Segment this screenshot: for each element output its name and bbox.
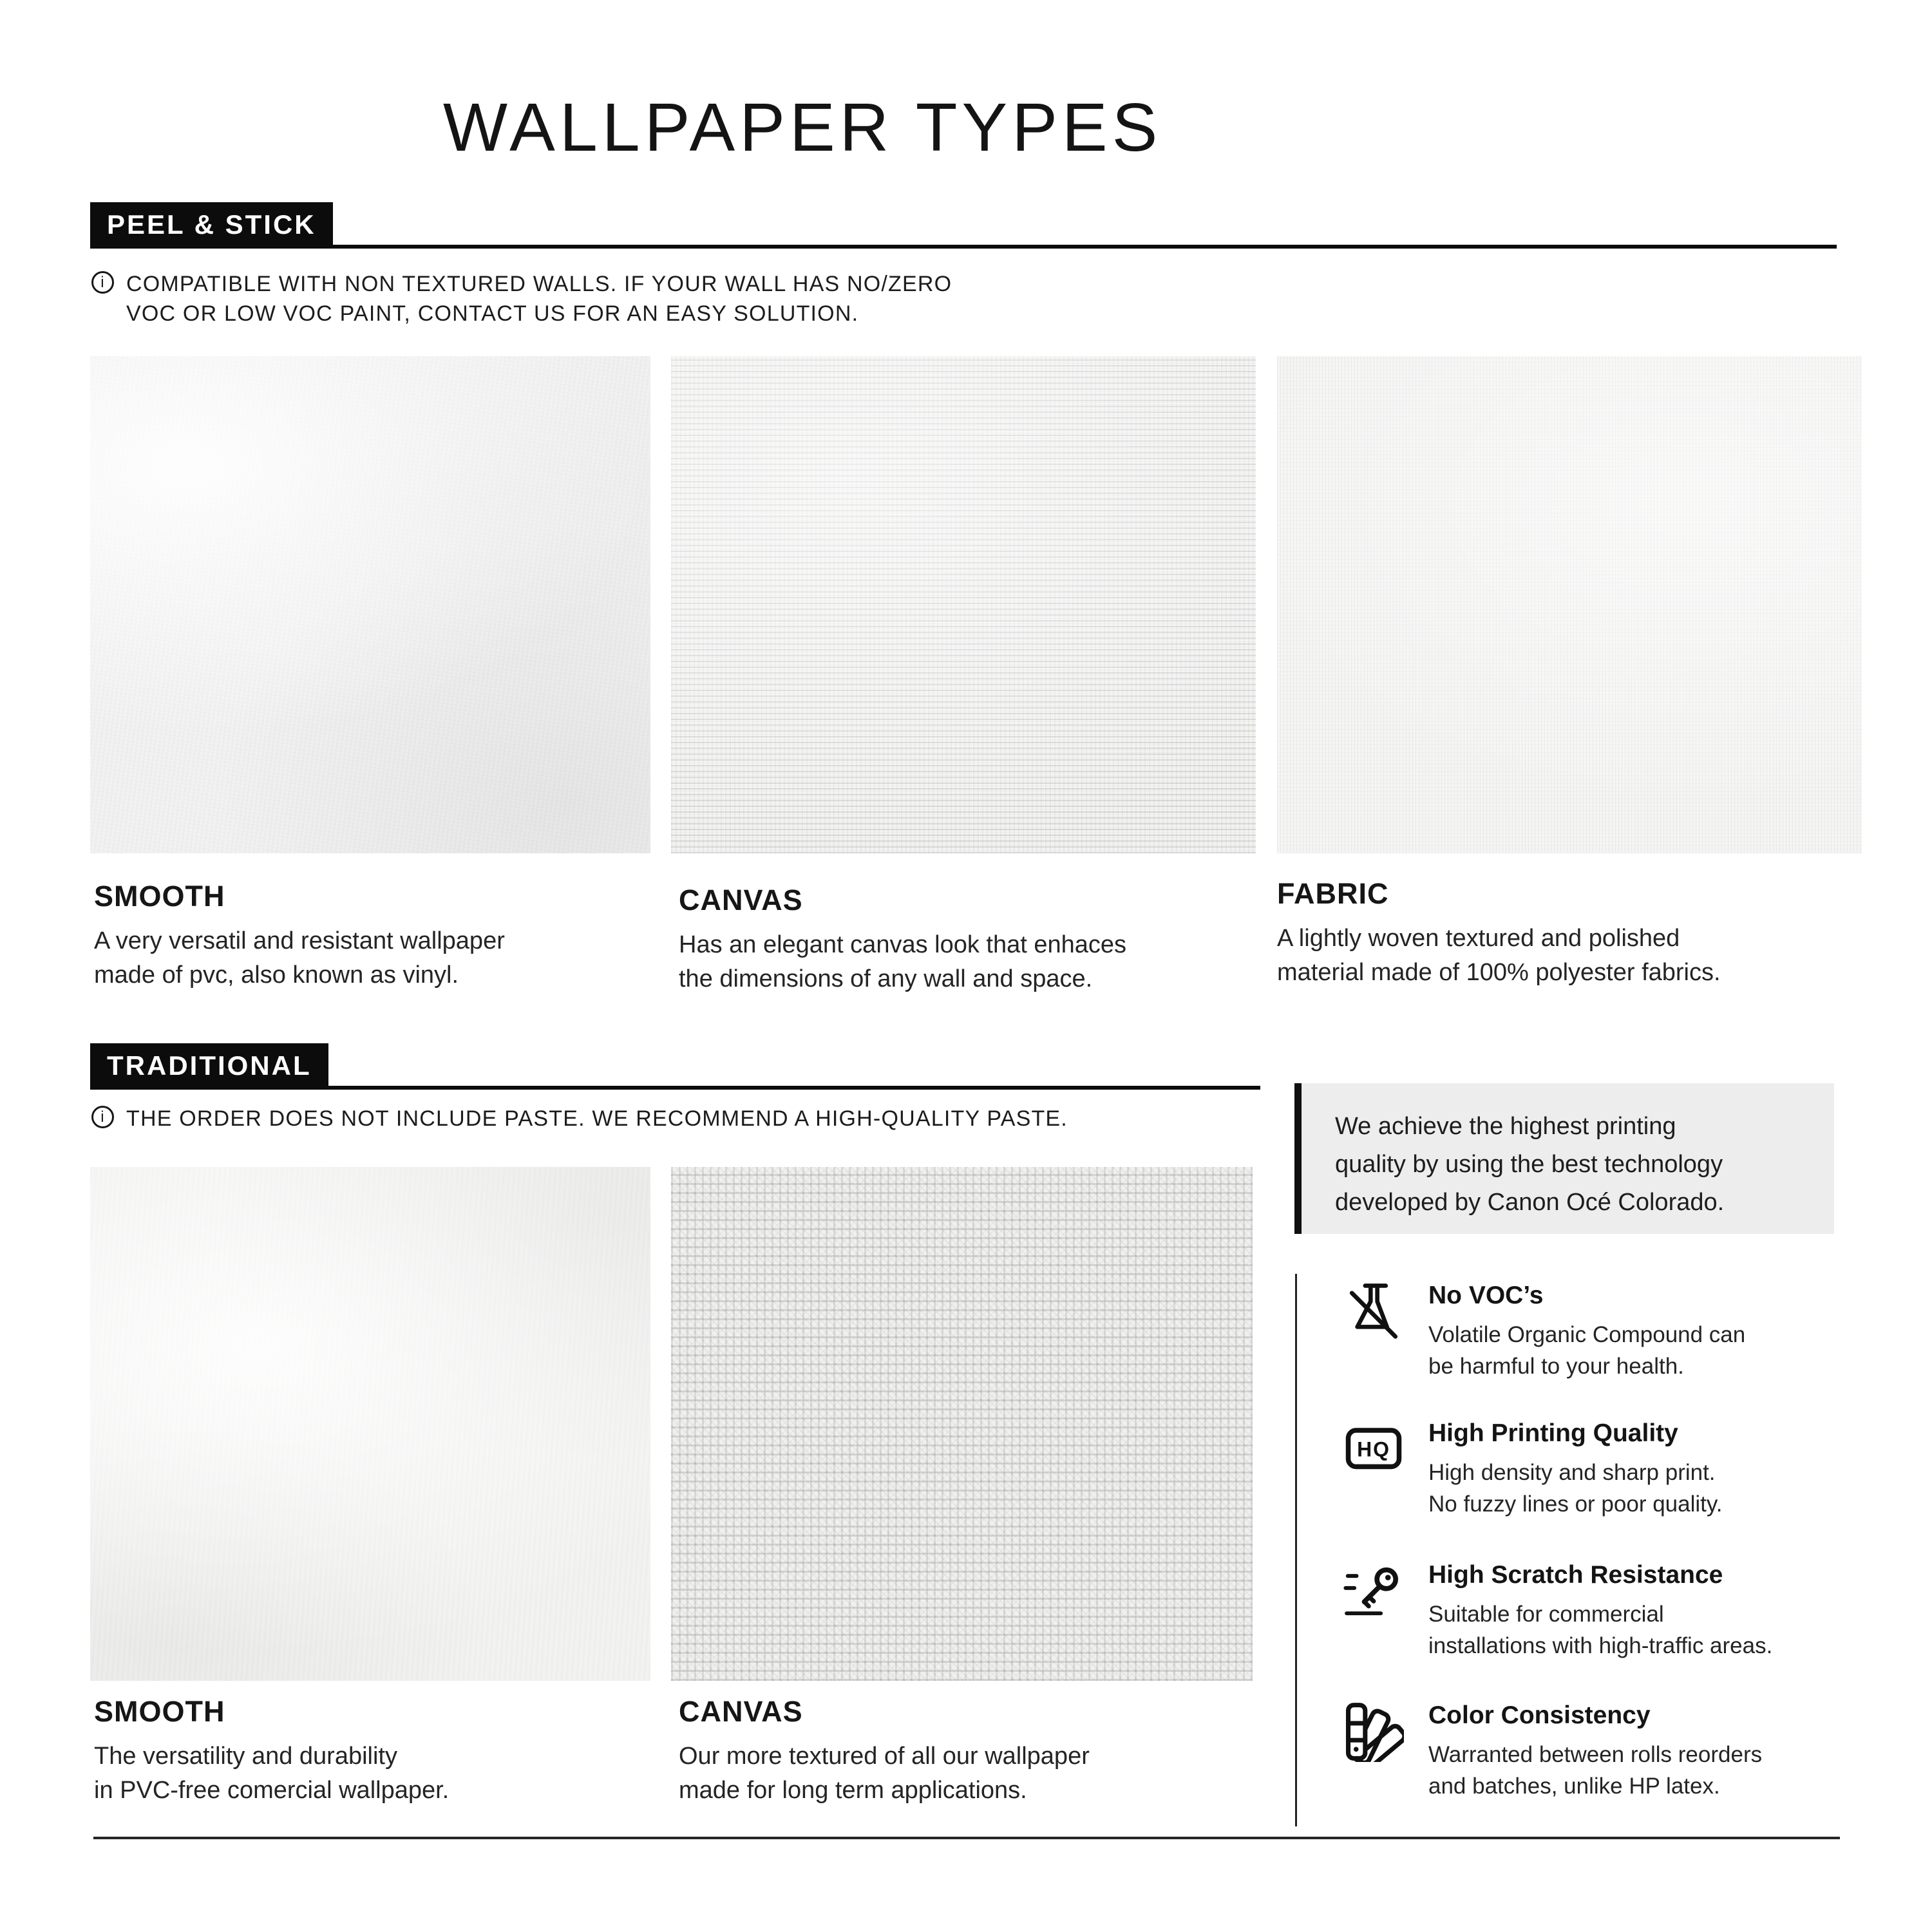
feature-desc-line-2: installations with high-traffic areas. bbox=[1428, 1633, 1773, 1658]
texture-sample-smooth-traditional bbox=[90, 1167, 650, 1681]
feature-desc-line-1: High density and sharp print. bbox=[1428, 1460, 1716, 1485]
feature-desc-line-1: Suitable for commercial bbox=[1428, 1602, 1664, 1627]
quality-note-line-1: We achieve the highest printing bbox=[1335, 1113, 1676, 1140]
no-voc-flask-icon bbox=[1343, 1280, 1404, 1341]
feature-no-vocs bbox=[1428, 1282, 1905, 1382]
feature-description bbox=[1428, 1319, 1905, 1382]
feature-desc-line-2: and batches, unlike HP latex. bbox=[1428, 1774, 1720, 1799]
caption-description bbox=[679, 1739, 1090, 1808]
traditional-note bbox=[91, 1104, 1068, 1133]
texture-sample-canvas-peel-stick bbox=[671, 356, 1256, 853]
peel-stick-divider-line bbox=[90, 245, 1837, 249]
caption-desc-line-2: material made of 100% polyester fabrics. bbox=[1277, 959, 1721, 986]
key-scratch-icon bbox=[1343, 1561, 1404, 1622]
peel-stick-note-line-2: VOC OR LOW VOC PAINT, CONTACT US FOR AN EASY SOLUTION. bbox=[126, 301, 859, 326]
texture-sample-fabric-peel-stick bbox=[1277, 356, 1862, 853]
color-swatch-fan-icon bbox=[1343, 1701, 1404, 1762]
section-label-traditional: TRADITIONAL bbox=[90, 1043, 328, 1088]
feature-description bbox=[1428, 1457, 1905, 1520]
bottom-rule bbox=[93, 1837, 1840, 1839]
feature-description bbox=[1428, 1598, 1905, 1662]
caption-desc-line-1: A very versatil and resistant wallpaper bbox=[94, 927, 505, 954]
printing-quality-note bbox=[1294, 1083, 1834, 1234]
caption-desc-line-2: the dimensions of any wall and space. bbox=[679, 965, 1093, 992]
info-icon bbox=[91, 271, 114, 294]
feature-desc-line-1: Volatile Organic Compound can bbox=[1428, 1322, 1746, 1347]
caption-title: CANVAS bbox=[679, 884, 803, 916]
caption-title: SMOOTH bbox=[94, 1695, 225, 1728]
feature-description bbox=[1428, 1739, 1905, 1802]
hq-badge-label: HQ bbox=[1357, 1437, 1390, 1461]
peel-stick-note bbox=[91, 269, 952, 328]
info-icon bbox=[91, 1106, 114, 1128]
page-title: WALLPAPER TYPES bbox=[443, 90, 1162, 166]
caption-desc-line-2: in PVC-free comercial wallpaper. bbox=[94, 1777, 450, 1804]
caption-canvas-peel-stick bbox=[679, 884, 1126, 996]
quality-note-line-3: developed by Canon Océ Colorado. bbox=[1335, 1189, 1725, 1216]
caption-description bbox=[94, 1739, 449, 1808]
caption-desc-line-2: made for long term applications. bbox=[679, 1777, 1027, 1804]
feature-desc-line-2: be harmful to your health. bbox=[1428, 1354, 1684, 1379]
caption-smooth-peel-stick bbox=[94, 880, 505, 992]
caption-description bbox=[1277, 922, 1721, 990]
traditional-note-line-1: THE ORDER DOES NOT INCLUDE PASTE. WE RECOMMEND A HIGH-QUALITY PASTE. bbox=[126, 1106, 1068, 1131]
peel-stick-note-line-1: COMPATIBLE WITH NON TEXTURED WALLS. IF YOUR WALL HAS NO/ZERO bbox=[126, 272, 952, 296]
caption-desc-line-1: The versatility and durability bbox=[94, 1743, 397, 1770]
feature-color-consistency bbox=[1428, 1701, 1905, 1802]
feature-desc-line-1: Warranted between rolls reorders bbox=[1428, 1742, 1763, 1767]
caption-description bbox=[679, 928, 1126, 996]
caption-desc-line-1: A lightly woven textured and polished bbox=[1277, 925, 1680, 952]
caption-fabric-peel-stick bbox=[1277, 877, 1721, 990]
info-icon-glyph: i bbox=[100, 1108, 105, 1126]
section-label-peel-stick: PEEL & STICK bbox=[90, 202, 333, 247]
caption-title: CANVAS bbox=[679, 1695, 803, 1728]
caption-desc-line-1: Has an elegant canvas look that enhaces bbox=[679, 931, 1127, 958]
quality-note-line-2: quality by using the best technology bbox=[1335, 1151, 1723, 1178]
caption-title: SMOOTH bbox=[94, 880, 225, 913]
feature-title: Color Consistency bbox=[1428, 1701, 1651, 1729]
feature-title: No VOC’s bbox=[1428, 1282, 1544, 1309]
caption-canvas-traditional bbox=[679, 1695, 1090, 1808]
feature-title: High Printing Quality bbox=[1428, 1419, 1678, 1447]
feature-high-scratch-resistance bbox=[1428, 1561, 1905, 1662]
texture-sample-canvas-traditional bbox=[671, 1167, 1253, 1681]
texture-sample-smooth-peel-stick bbox=[90, 356, 650, 853]
caption-desc-line-2: made of pvc, also known as vinyl. bbox=[94, 961, 459, 989]
caption-desc-line-1: Our more textured of all our wallpaper bbox=[679, 1743, 1090, 1770]
feature-title: High Scratch Resistance bbox=[1428, 1561, 1723, 1589]
features-divider-line bbox=[1295, 1274, 1297, 1826]
caption-description bbox=[94, 924, 505, 992]
caption-title: FABRIC bbox=[1277, 877, 1389, 910]
feature-high-printing-quality bbox=[1428, 1419, 1905, 1520]
feature-desc-line-2: No fuzzy lines or poor quality. bbox=[1428, 1492, 1723, 1517]
info-icon-glyph: i bbox=[100, 273, 105, 291]
hq-badge-icon bbox=[1343, 1421, 1404, 1481]
caption-smooth-traditional bbox=[94, 1695, 449, 1808]
